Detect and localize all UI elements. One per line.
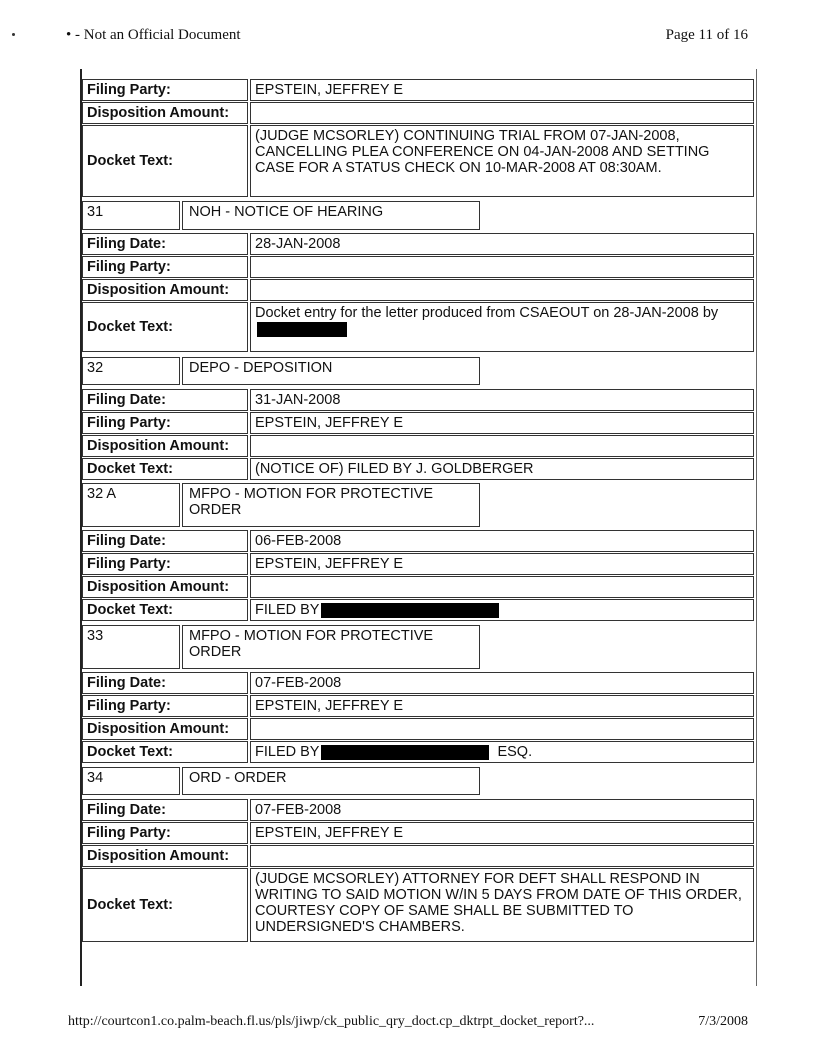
docket-text-label: Docket Text: bbox=[82, 302, 248, 352]
filing-date-row bbox=[82, 672, 756, 694]
entry-header-row bbox=[82, 483, 756, 527]
filing-party-row bbox=[82, 256, 756, 278]
filing-party-row bbox=[82, 412, 756, 434]
filing-date-row bbox=[82, 799, 756, 821]
filing-date-label: Filing Date: bbox=[82, 672, 248, 694]
docket-text-label: Docket Text: bbox=[82, 868, 248, 942]
docket-text-label: Docket Text: bbox=[82, 125, 248, 197]
redaction-block bbox=[257, 322, 347, 337]
entry-type: DEPO - DEPOSITION bbox=[182, 357, 480, 385]
header-note: - Not an Official Document bbox=[71, 27, 241, 43]
docket-text-label: Docket Text: bbox=[82, 741, 248, 763]
entry-type: ORD - ORDER bbox=[182, 767, 480, 795]
filing-party-value bbox=[250, 256, 754, 278]
filing-party-label: Filing Party: bbox=[82, 695, 248, 717]
filing-date-value: 06-FEB-2008 bbox=[250, 530, 754, 552]
disposition-amount-row bbox=[82, 279, 756, 301]
filing-date-value: 07-FEB-2008 bbox=[250, 672, 754, 694]
filing-party-value: EPSTEIN, JEFFREY E bbox=[250, 822, 754, 844]
filing-date-row bbox=[82, 530, 756, 552]
disposition-amount-value bbox=[250, 279, 754, 301]
docket-report bbox=[80, 69, 757, 986]
filing-party-label: Filing Party: bbox=[82, 256, 248, 278]
docket-text-value bbox=[250, 741, 754, 763]
header-left bbox=[66, 27, 241, 44]
docket-text-row bbox=[82, 302, 756, 352]
docket-text-row bbox=[82, 599, 756, 621]
filing-party-value: EPSTEIN, JEFFREY E bbox=[250, 695, 754, 717]
filing-party-row bbox=[82, 695, 756, 717]
docket-text-value bbox=[250, 599, 754, 621]
entry-number: 34 bbox=[82, 767, 180, 795]
filing-party-label: Filing Party: bbox=[82, 553, 248, 575]
entry-number: 31 bbox=[82, 201, 180, 230]
docket-text-row bbox=[82, 741, 756, 763]
disposition-amount-value bbox=[250, 576, 754, 598]
filing-party-row bbox=[82, 553, 756, 575]
disposition-amount-label: Disposition Amount: bbox=[82, 718, 248, 740]
disposition-amount-label: Disposition Amount: bbox=[82, 279, 248, 301]
footer-url: http://courtcon1.co.palm-beach.fl.us/pls/jiwp/ck_public_qry_doct.cp_dktrpt_docket_report?... bbox=[68, 1014, 595, 1029]
docket-text-label: Docket Text: bbox=[82, 599, 248, 621]
filing-party-label: Filing Party: bbox=[82, 412, 248, 434]
filing-date-value: 28-JAN-2008 bbox=[250, 233, 754, 255]
redaction-block bbox=[321, 745, 489, 760]
disposition-amount-row bbox=[82, 435, 756, 457]
entry-header-row bbox=[82, 201, 756, 230]
docket-text-label: Docket Text: bbox=[82, 458, 248, 480]
filing-date-label: Filing Date: bbox=[82, 530, 248, 552]
docket-text: Docket entry for the letter produced from CSAEOUT on 28-JAN-2008 by bbox=[255, 305, 719, 321]
header-bullet: • bbox=[66, 27, 72, 43]
filing-date-value: 07-FEB-2008 bbox=[250, 799, 754, 821]
filing-date-row bbox=[82, 389, 756, 411]
filing-date-label: Filing Date: bbox=[82, 233, 248, 255]
disposition-amount-value bbox=[250, 102, 754, 124]
docket-text-row bbox=[82, 458, 756, 480]
margin-dot bbox=[12, 33, 15, 36]
docket-text-row bbox=[82, 868, 756, 942]
docket-text-value: (JUDGE MCSORLEY) ATTORNEY FOR DEFT SHALL RESPOND IN WRITING TO SAID MOTION W/IN 5 DAYS FROM DATE OF THIS ORDER, COURTESY COPY OF SAME SHALL BE SUBMITTED TO UNDERSIGNED'S CHAMBERS. bbox=[250, 868, 754, 942]
entry-type: MFPO - MOTION FOR PROTECTIVE ORDER bbox=[182, 625, 480, 669]
disposition-amount-label: Disposition Amount: bbox=[82, 576, 248, 598]
filing-party-label: Filing Party: bbox=[82, 79, 248, 101]
filing-party-row bbox=[82, 822, 756, 844]
filing-party-label: Filing Party: bbox=[82, 822, 248, 844]
docket-text: FILED BY bbox=[255, 744, 320, 760]
filing-date-label: Filing Date: bbox=[82, 389, 248, 411]
entry-header-row bbox=[82, 357, 756, 385]
docket-text-value: (JUDGE MCSORLEY) CONTINUING TRIAL FROM 07-JAN-2008, CANCELLING PLEA CONFERENCE ON 04-JAN-2008 AND SETTING CASE FOR A STATUS CHECK ON 10-MAR-2008 AT 08:30AM. bbox=[250, 125, 754, 197]
entry-header-row bbox=[82, 767, 756, 795]
filing-party-value: EPSTEIN, JEFFREY E bbox=[250, 412, 754, 434]
entry-type: NOH - NOTICE OF HEARING bbox=[182, 201, 480, 230]
filing-date-value: 31-JAN-2008 bbox=[250, 389, 754, 411]
docket-text-suffix: ESQ. bbox=[497, 744, 533, 760]
footer-date: 7/3/2008 bbox=[698, 1014, 748, 1029]
filing-party-value: EPSTEIN, JEFFREY E bbox=[250, 553, 754, 575]
disposition-amount-value bbox=[250, 845, 754, 867]
disposition-amount-label: Disposition Amount: bbox=[82, 435, 248, 457]
page-number: Page 11 of 16 bbox=[665, 27, 748, 43]
filing-date-row bbox=[82, 233, 756, 255]
entry-header-row bbox=[82, 625, 756, 669]
disposition-amount-value bbox=[250, 718, 754, 740]
disposition-amount-label: Disposition Amount: bbox=[82, 102, 248, 124]
disposition-amount-label: Disposition Amount: bbox=[82, 845, 248, 867]
disposition-amount-row bbox=[82, 718, 756, 740]
entry-number: 32 bbox=[82, 357, 180, 385]
entry-number: 32 A bbox=[82, 483, 180, 527]
disposition-amount-value bbox=[250, 435, 754, 457]
filing-party-row bbox=[82, 79, 756, 101]
docket-text-value bbox=[250, 302, 754, 352]
redaction-block bbox=[321, 603, 499, 618]
disposition-amount-row bbox=[82, 845, 756, 867]
filing-date-label: Filing Date: bbox=[82, 799, 248, 821]
entry-type: MFPO - MOTION FOR PROTECTIVE ORDER bbox=[182, 483, 480, 527]
disposition-amount-row bbox=[82, 576, 756, 598]
docket-text: FILED BY bbox=[255, 602, 320, 618]
filing-party-value: EPSTEIN, JEFFREY E bbox=[250, 79, 754, 101]
docket-text-value: (NOTICE OF) FILED BY J. GOLDBERGER bbox=[250, 458, 754, 480]
docket-text-row bbox=[82, 125, 756, 197]
entry-number: 33 bbox=[82, 625, 180, 669]
disposition-amount-row bbox=[82, 102, 756, 124]
